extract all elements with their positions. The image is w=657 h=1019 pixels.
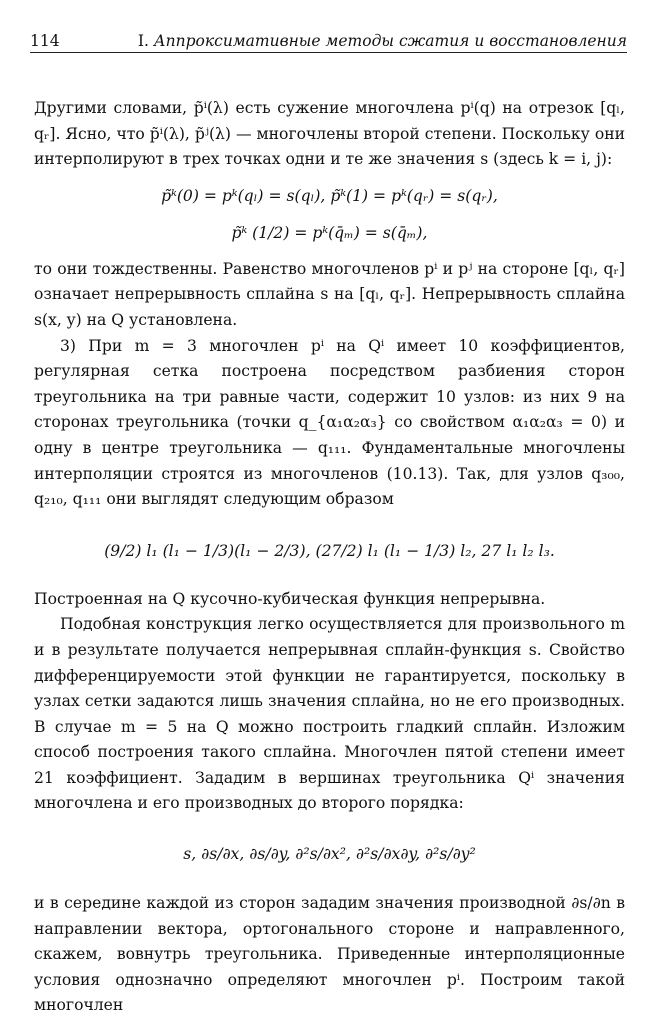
formula-interpolation-midpoint: p̃ᵏ (1/2) = pᵏ(q̄ₘ) = s(q̄ₘ), <box>231 223 428 242</box>
paragraph-2: то они тождественны. Равенство многочленов pⁱ и pʲ на стороне [qₗ, qᵣ] означает непрерывность сплайна s на [qₗ, qᵣ]. Непрерывность сплайна s(x, y) на Q установлена. <box>34 259 625 329</box>
paragraph-1: Другими словами, p̃ⁱ(λ) есть сужение многочлена pⁱ(q) на отрезок [qₗ, qᵣ]. Ясно, что p̃ⁱ(λ), p̃ʲ(λ) — многочлены второй степени. Поскольку они интерполируют в трех точках одни и те же значения s (здесь k = i, j): <box>34 99 625 169</box>
formula-fundamental-polynomials: (9/2) l₁ (l₁ − 1/3)(l₁ − 2/3), (27/2) l₁ (l₁ − 1/3) l₂, 27 l₁ l₂ l₃. <box>104 541 555 560</box>
paragraph-6: и в середине каждой из сторон зададим значения производной ∂s/∂n в направлении вектора, ортогонального стороне и направленного, скажем, вовнутрь треугольника. Приведенные интерполяционные условия однозначно определяют многочлен pⁱ. Построим такой многочлен <box>34 894 625 1015</box>
paragraph-5: Подобная конструкция легко осуществляется для произвольного m и в результате получается непрерывная сплайн-функция s. Свойство дифференцируемости этой функции не гарантируется, поскольку в узлах сетки задаются лишь значения сплайна, но не его производных. В случае m = 5 на Q можно построить гладкий сплайн. Изложим способ построения такого сплайна. Многочлен пятой степени имеет 21 коэффициент. Зададим в вершинах треугольника Qⁱ значения многочлена и его производных до второго порядка: <box>34 615 625 813</box>
page-body <box>34 96 625 1019</box>
running-title <box>138 32 627 50</box>
formula-interpolation-endpoints: p̃ᵏ(0) = pᵏ(qₗ) = s(qₗ), p̃ᵏ(1) = pᵏ(qᵣ) = s(qᵣ), <box>161 186 498 205</box>
running-header <box>30 30 627 53</box>
chapter-title: Аппроксимативные методы сжатия и восстановления <box>153 32 627 50</box>
page-number: 114 <box>30 32 60 50</box>
chapter-number: I. <box>137 32 149 50</box>
paragraph-3: 3) При m = 3 многочлен pⁱ на Qⁱ имеет 10 коэффициентов, регулярная сетка построена посредством разбиения сторон треугольника на три равные части, содержит 10 узлов: из них 9 на сторонах треугольника (точки q_{α₁α₂α₃} со свойством α₁α₂α₃ = 0) и одну в центре треугольника — q₁₁₁. Фундаментальные многочлены интерполяции строятся из многочленов (10.13). Так, для узлов q₃₀₀, q₂₁₀, q₁₁₁ они выглядят следующим образом <box>34 336 625 509</box>
formula-derivatives: s, ∂s/∂x, ∂s/∂y, ∂²s/∂x², ∂²s/∂x∂y, ∂²s/∂y² <box>183 845 476 864</box>
paragraph-4: Построенная на Q кусочно-кубическая функция непрерывна. <box>34 589 546 608</box>
